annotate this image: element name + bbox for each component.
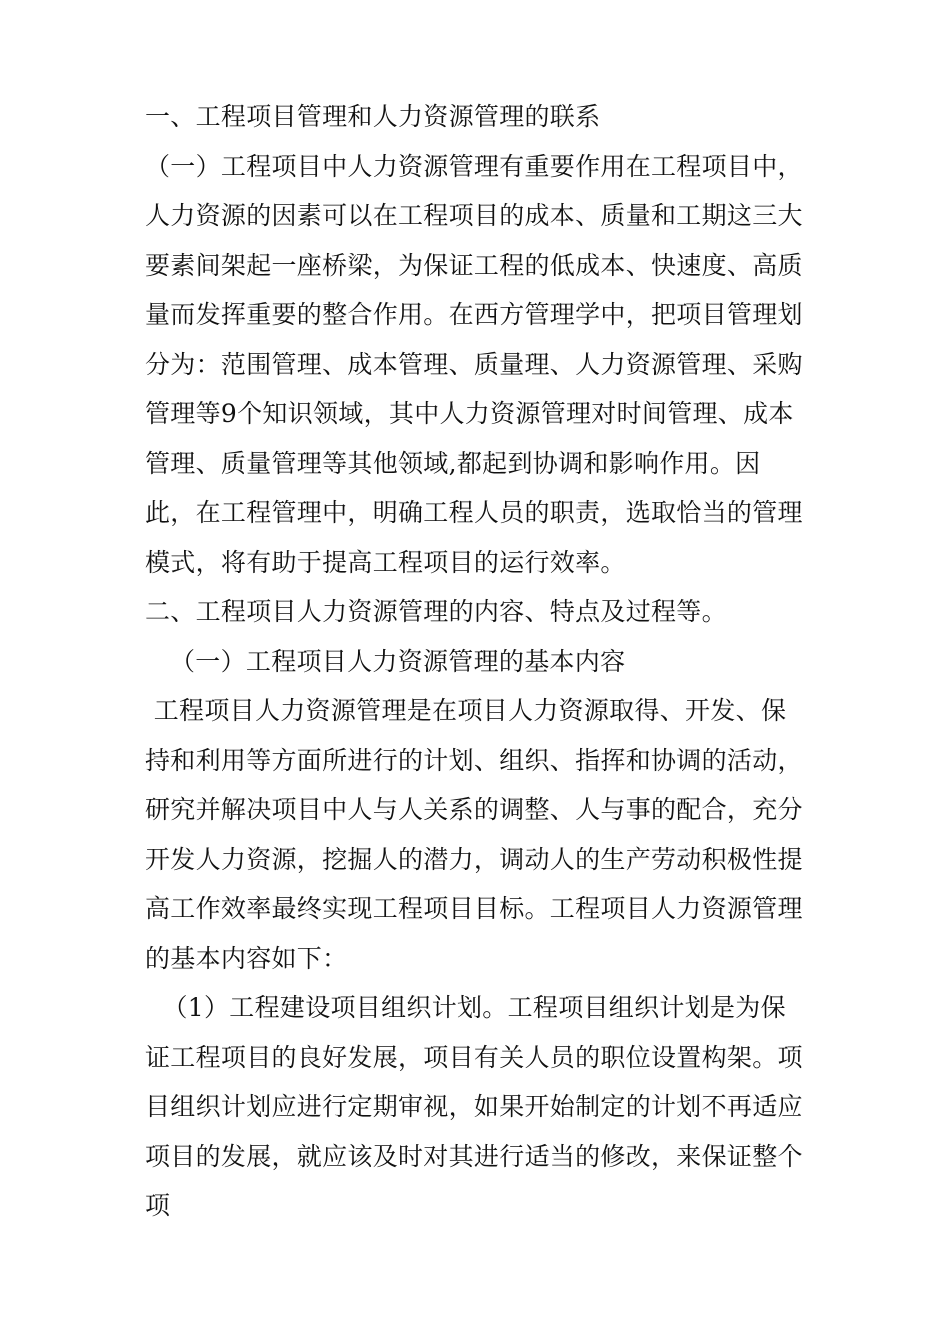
- section-heading-2: 二、工程项目人力资源管理的内容、特点及过程等。: [145, 597, 727, 626]
- paragraph-2: 工程项目人力资源管理是在项目人力资源取得、开发、保持和利用等方面所进行的计划、组织、指挥和协调的活动，研究并解决项目中人与人关系的调整、人与事的配合，充分开发人力资源，挖掘人的潜力，调动人的生产劳动积极性提高工作效率最终实现工程项目目标。工程项目人力资源管理的基本内容如下：: [145, 696, 803, 973]
- document-body: [145, 92, 809, 1231]
- paragraph-3: （1）工程建设项目组织计划。工程项目组织计划是为保证工程项目的良好发展，项目有关人员的职位设置构架。项目组织计划应进行定期审视，如果开始制定的计划不再适应项目的发展，就应该及时对其进行适当的修改，来保证整个项: [145, 993, 803, 1220]
- paragraph-1: （一）工程项目中人力资源管理有重要作用在工程项目中，人力资源的因素可以在工程项目的成本、质量和工期这三大要素间架起一座桥梁，为保证工程的低成本、快速度、高质量而发挥重要的整合作用。在西方管理学中，把项目管理划分为：范围管理、成本管理、质量理、人力资源管理、采购管理等9个知识领域，其中人力资源管理对时间管理、成本管理、质量管理等其他领域,都起到协调和影响作用。因此，在工程管理中，明确工程人员的职责，选取恰当的管理模式，将有助于提高工程项目的运行效率。: [145, 151, 803, 577]
- section-heading-1: 一、工程项目管理和人力资源管理的联系: [145, 102, 601, 131]
- subsection-heading-1: （一）工程项目人力资源管理的基本内容: [170, 646, 626, 676]
